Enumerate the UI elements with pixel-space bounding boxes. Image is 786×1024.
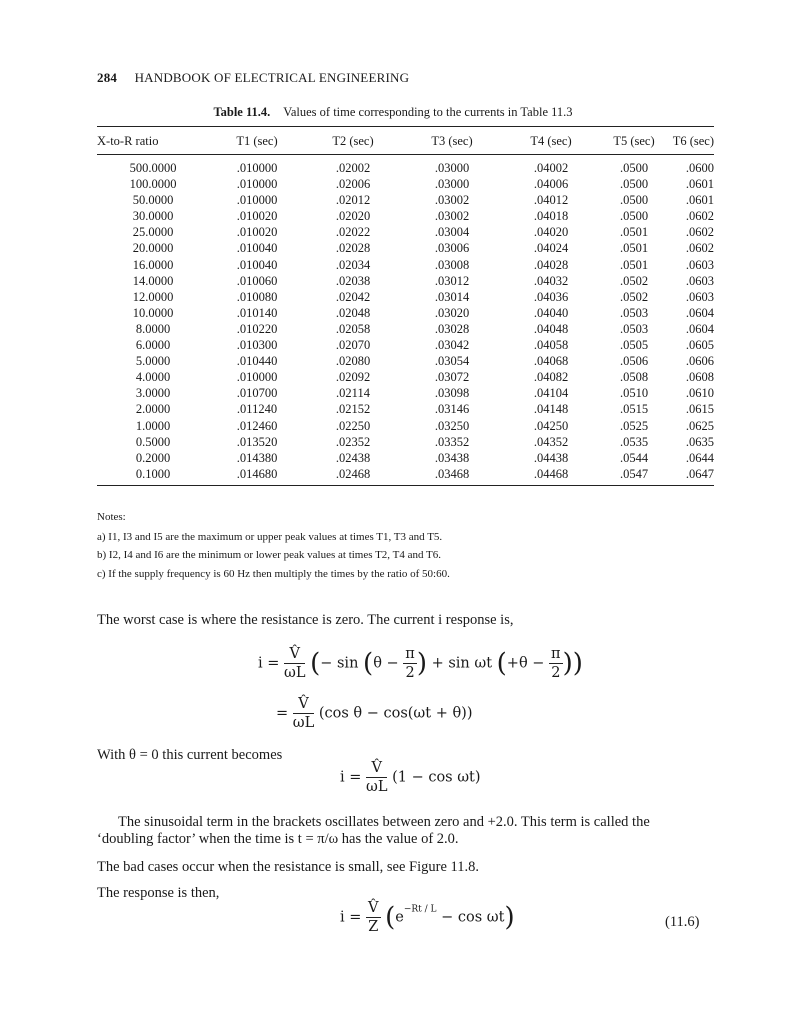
table-cell: .0547 <box>599 466 669 486</box>
table-cell: 4.0000 <box>135 370 171 385</box>
table-cell: .010300 <box>236 338 278 353</box>
table-row <box>97 273 714 289</box>
table-cell: .0600 <box>685 161 714 175</box>
table-cell: .02352 <box>335 434 371 449</box>
eq-term: (cos θ − cos(ωt + θ)) <box>318 705 473 722</box>
table-cell: .0647 <box>669 466 714 486</box>
table-cell: .0615 <box>685 402 714 417</box>
column-header: X-to-R ratio <box>97 127 209 155</box>
eq-exponent: −Rt / L <box>403 904 437 915</box>
table-cell: 25.0000 <box>132 225 174 240</box>
column-header: T5 (sec) <box>599 127 669 155</box>
table-row <box>97 466 714 486</box>
table-cell: 8.0000 <box>135 321 171 336</box>
page-number: 284 <box>97 70 118 85</box>
table-cell: .0602 <box>685 209 714 224</box>
eq-numerator: V̂ <box>284 646 305 664</box>
table-cell: .0506 <box>619 354 649 369</box>
equation-2 <box>276 696 473 731</box>
table-row <box>97 321 714 337</box>
table-cell: .04028 <box>533 257 569 272</box>
table-row <box>97 434 714 450</box>
table-cell: .010700 <box>236 386 278 401</box>
table-cell: .0601 <box>685 193 714 208</box>
table-cell: .014380 <box>236 450 278 465</box>
table-cell: .03028 <box>434 321 470 336</box>
eq-term: − cos ωt <box>441 909 505 926</box>
table-cell: .013520 <box>236 434 278 449</box>
table-cell: .0510 <box>619 386 649 401</box>
table-cell: .0625 <box>685 418 714 433</box>
table-cell: .010000 <box>236 370 278 385</box>
table-cell: .04048 <box>533 321 569 336</box>
table-cell: .0502 <box>619 273 649 288</box>
eq-denominator: ωL <box>292 715 315 731</box>
table-cell: .0500 <box>619 177 649 192</box>
table-row <box>97 192 714 208</box>
table-caption <box>0 105 786 120</box>
eq-lhs: i = <box>258 655 280 672</box>
table-cell: .0544 <box>619 450 649 465</box>
eq-fraction <box>403 646 417 681</box>
equation-3 <box>340 760 481 795</box>
table-cell: .010000 <box>236 161 278 175</box>
table-cell: .03250 <box>434 418 470 433</box>
table-caption-text: Values of time corresponding to the currents in Table 11.3 <box>283 105 573 119</box>
eq-denominator: 2 <box>551 665 561 681</box>
table-cell: .03438 <box>434 450 470 465</box>
table-cell: .010220 <box>236 321 278 336</box>
paragraph: The bad cases occur when the resistance is small, see Figure 11.8. <box>97 859 479 875</box>
table-cell: 3.0000 <box>135 386 171 401</box>
table-cell: 500.0000 <box>129 161 177 175</box>
eq-term: θ − <box>373 655 399 672</box>
table-cell: .02006 <box>335 177 371 192</box>
table-cell: .010040 <box>236 241 278 256</box>
table-row <box>97 155 714 177</box>
table-cell: .02152 <box>335 402 371 417</box>
table-cell: .012460 <box>236 418 278 433</box>
eq-term: +θ − <box>506 655 545 672</box>
table-cell: 30.0000 <box>132 209 174 224</box>
table-cell: .04012 <box>533 193 569 208</box>
table-cell: .03004 <box>434 225 470 240</box>
table-row <box>97 369 714 385</box>
table-row <box>97 289 714 305</box>
table-cell: .0501 <box>619 225 649 240</box>
table-cell: .0605 <box>685 338 714 353</box>
table-cell: .04438 <box>533 450 569 465</box>
table-cell: .010040 <box>236 257 278 272</box>
table-row <box>97 385 714 401</box>
running-head-title: HANDBOOK OF ELECTRICAL ENGINEERING <box>134 70 410 85</box>
table-cell: .03146 <box>434 402 470 417</box>
table-cell: .02002 <box>335 161 371 175</box>
table-cell: 16.0000 <box>132 257 174 272</box>
table-cell: .010140 <box>236 305 278 320</box>
table-cell: .04468 <box>503 466 599 486</box>
table-cell: .010000 <box>236 193 278 208</box>
table-cell: .03006 <box>434 241 470 256</box>
data-table <box>97 126 714 486</box>
table-row <box>97 418 714 434</box>
note-item: a) I1, I3 and I5 are the maximum or upper peak values at times T1, T3 and T5. <box>97 530 443 543</box>
table-cell: .010020 <box>236 225 278 240</box>
table-cell: .02020 <box>335 209 371 224</box>
eq-denominator: 2 <box>405 665 415 681</box>
paragraph: ‘doubling factor’ when the time is t = π/ω has the value of 2.0. <box>97 831 459 847</box>
table-cell: .04032 <box>533 273 569 288</box>
equation-1: i = $\frac{V̂}{\omega L}$ (− sin (θ − $\frac{\pi}{2}$ ) + sin ωt (+θ − $\frac{\pi}{2}$ )) <box>258 646 583 681</box>
table-cell: .03002 <box>434 193 470 208</box>
eq-numerator: V̂ <box>293 696 314 714</box>
table-cell: .0603 <box>685 257 714 272</box>
table-cell: .0603 <box>685 289 714 304</box>
column-header: T3 (sec) <box>401 127 503 155</box>
table-cell: .03054 <box>434 354 470 369</box>
column-header: T4 (sec) <box>503 127 599 155</box>
table-cell: .04058 <box>533 338 569 353</box>
table-cell: .03008 <box>434 257 470 272</box>
table-row <box>97 401 714 417</box>
eq-lhs: i = <box>340 769 362 786</box>
table-row <box>97 450 714 466</box>
eq-term: − sin <box>320 655 359 672</box>
table-cell: .0644 <box>685 450 714 465</box>
eq-denominator: ωL <box>284 665 306 681</box>
eq-lhs: i = <box>340 909 362 926</box>
table-cell: .04104 <box>533 386 569 401</box>
table-cell: .04352 <box>533 434 569 449</box>
table-cell: 12.0000 <box>132 289 174 304</box>
table-cell: .0602 <box>685 241 714 256</box>
table-row <box>97 305 714 321</box>
eq-term: + sin ωt <box>431 655 493 672</box>
table-cell: .02042 <box>335 289 371 304</box>
table-cell: .02114 <box>336 386 370 401</box>
table-cell: .04020 <box>533 225 569 240</box>
table-cell: .010440 <box>236 354 278 369</box>
table-row <box>97 224 714 240</box>
eq-fraction <box>284 646 305 681</box>
table-header-row <box>97 127 714 155</box>
paragraph: The worst case is where the resistance is zero. The current i response is, <box>97 612 514 628</box>
table-cell: .02092 <box>335 370 371 385</box>
table-cell: .0508 <box>619 370 649 385</box>
table-cell: .0602 <box>685 225 714 240</box>
table-cell: .010000 <box>236 177 278 192</box>
table-cell: .02028 <box>335 241 371 256</box>
table-cell: .04068 <box>533 354 569 369</box>
table-cell: .0610 <box>685 386 714 401</box>
table-cell: .0501 <box>619 241 649 256</box>
eq-fraction <box>549 646 563 681</box>
table-cell: .02438 <box>335 450 371 465</box>
eq-denominator: ωL <box>366 779 388 795</box>
table-cell: 14.0000 <box>132 273 174 288</box>
table-cell: .02070 <box>335 338 371 353</box>
table-cell: 6.0000 <box>135 338 171 353</box>
eq-fraction <box>366 760 387 795</box>
eq-numerator: π <box>405 646 415 662</box>
table-cell: .04002 <box>533 161 569 175</box>
table-label: Table 11.4. <box>213 105 271 119</box>
table-row <box>97 337 714 353</box>
table-row <box>97 257 714 273</box>
table-cell: .03000 <box>434 161 470 175</box>
table-cell: .02058 <box>335 321 371 336</box>
table-cell: .03072 <box>434 370 470 385</box>
table-cell: .0502 <box>619 289 649 304</box>
column-header: T1 (sec) <box>209 127 305 155</box>
table-cell: 100.0000 <box>129 177 177 192</box>
equation-number: (11.6) <box>665 914 700 930</box>
table-cell: .0606 <box>685 354 714 369</box>
eq-fraction <box>293 696 314 731</box>
table-cell: 0.2000 <box>135 450 171 465</box>
table-cell: .04082 <box>533 370 569 385</box>
table-cell: 2.0000 <box>135 402 171 417</box>
table-row <box>97 240 714 256</box>
table-cell: .0505 <box>619 338 649 353</box>
eq-lhs: = <box>276 705 289 722</box>
table-cell: .03468 <box>401 466 503 486</box>
table-cell: 0.5000 <box>135 434 171 449</box>
table-cell: .02038 <box>335 273 371 288</box>
table-cell: .0604 <box>685 321 714 336</box>
table-cell: .0604 <box>685 305 714 320</box>
table-cell: .010020 <box>236 209 278 224</box>
eq-numerator: π <box>551 646 561 662</box>
table-cell: .03002 <box>434 209 470 224</box>
table-cell: .02022 <box>335 225 371 240</box>
table-row <box>97 353 714 369</box>
paragraph: With θ = 0 this current becomes <box>97 747 283 763</box>
table-cell: .0525 <box>619 418 649 433</box>
table-cell: .02034 <box>335 257 371 272</box>
table-cell: .011240 <box>236 402 278 417</box>
table-cell: .0635 <box>685 434 714 449</box>
table-cell: 1.0000 <box>135 418 171 433</box>
table-cell: .03012 <box>434 273 470 288</box>
table-cell: .0608 <box>685 370 714 385</box>
eq-term: e <box>395 909 404 926</box>
equation-4: i = $\frac{V̂}{Z}$ $(e^{-Rt / L} - \cos \omega t)$ <box>340 900 515 935</box>
eq-denominator: Z <box>368 919 379 935</box>
notes-title: Notes: <box>97 511 126 523</box>
table-cell: .0500 <box>619 193 649 208</box>
table-cell: .03020 <box>434 305 470 320</box>
table-cell: .010060 <box>236 273 278 288</box>
eq-term: (1 − cos ωt) <box>392 769 481 786</box>
eq-fraction <box>366 900 380 935</box>
table-cell: .04018 <box>533 209 569 224</box>
table-cell: .03042 <box>434 338 470 353</box>
table-row <box>97 208 714 224</box>
table-cell: .0601 <box>685 177 714 192</box>
table-cell: .04040 <box>533 305 569 320</box>
table-cell: 0.1000 <box>97 466 209 486</box>
note-item: c) If the supply frequency is 60 Hz then multiply the times by the ratio of 50:60. <box>97 567 450 580</box>
table-cell: .0603 <box>685 273 714 288</box>
table-cell: .0503 <box>619 321 649 336</box>
table-cell: 20.0000 <box>132 241 174 256</box>
table-cell: .0501 <box>619 257 649 272</box>
table-cell: .02468 <box>305 466 401 486</box>
paragraph: The sinusoidal term in the brackets oscillates between zero and +2.0. This term is called the <box>118 814 650 830</box>
table-row <box>97 176 714 192</box>
table-cell: 10.0000 <box>132 305 174 320</box>
table-cell: .02080 <box>335 354 371 369</box>
table-cell: .0503 <box>619 305 649 320</box>
eq-numerator: V̂ <box>368 900 379 916</box>
table-cell: .04024 <box>533 241 569 256</box>
table-cell: .02250 <box>335 418 371 433</box>
eq-numerator: V̂ <box>366 760 387 778</box>
note-item: b) I2, I4 and I6 are the minimum or lower peak values at times T2, T4 and T6. <box>97 549 441 561</box>
table-cell: 5.0000 <box>135 354 171 369</box>
column-header: T6 (sec) <box>669 127 714 155</box>
table-cell: .0500 <box>619 161 649 175</box>
table-cell: 50.0000 <box>132 193 174 208</box>
table-cell: .03098 <box>434 386 470 401</box>
table-cell: .0535 <box>619 434 649 449</box>
table-cell: .04148 <box>533 402 569 417</box>
table-cell: .03014 <box>434 289 470 304</box>
table-cell: .02048 <box>335 305 371 320</box>
table-cell: .03352 <box>434 434 470 449</box>
table-cell: .0515 <box>619 402 649 417</box>
table-cell: .04250 <box>533 418 569 433</box>
paragraph: The response is then, <box>97 885 220 901</box>
table-cell: .010080 <box>236 289 278 304</box>
table-cell: .04036 <box>533 289 569 304</box>
table-cell: .014680 <box>209 466 305 486</box>
table-body <box>97 155 714 486</box>
table-cell: .02012 <box>335 193 371 208</box>
table-notes <box>97 508 450 583</box>
table-cell: .03000 <box>434 177 470 192</box>
table-cell: .0500 <box>619 209 649 224</box>
column-header: T2 (sec) <box>305 127 401 155</box>
table-cell: .04006 <box>533 177 569 192</box>
running-head <box>97 70 409 86</box>
